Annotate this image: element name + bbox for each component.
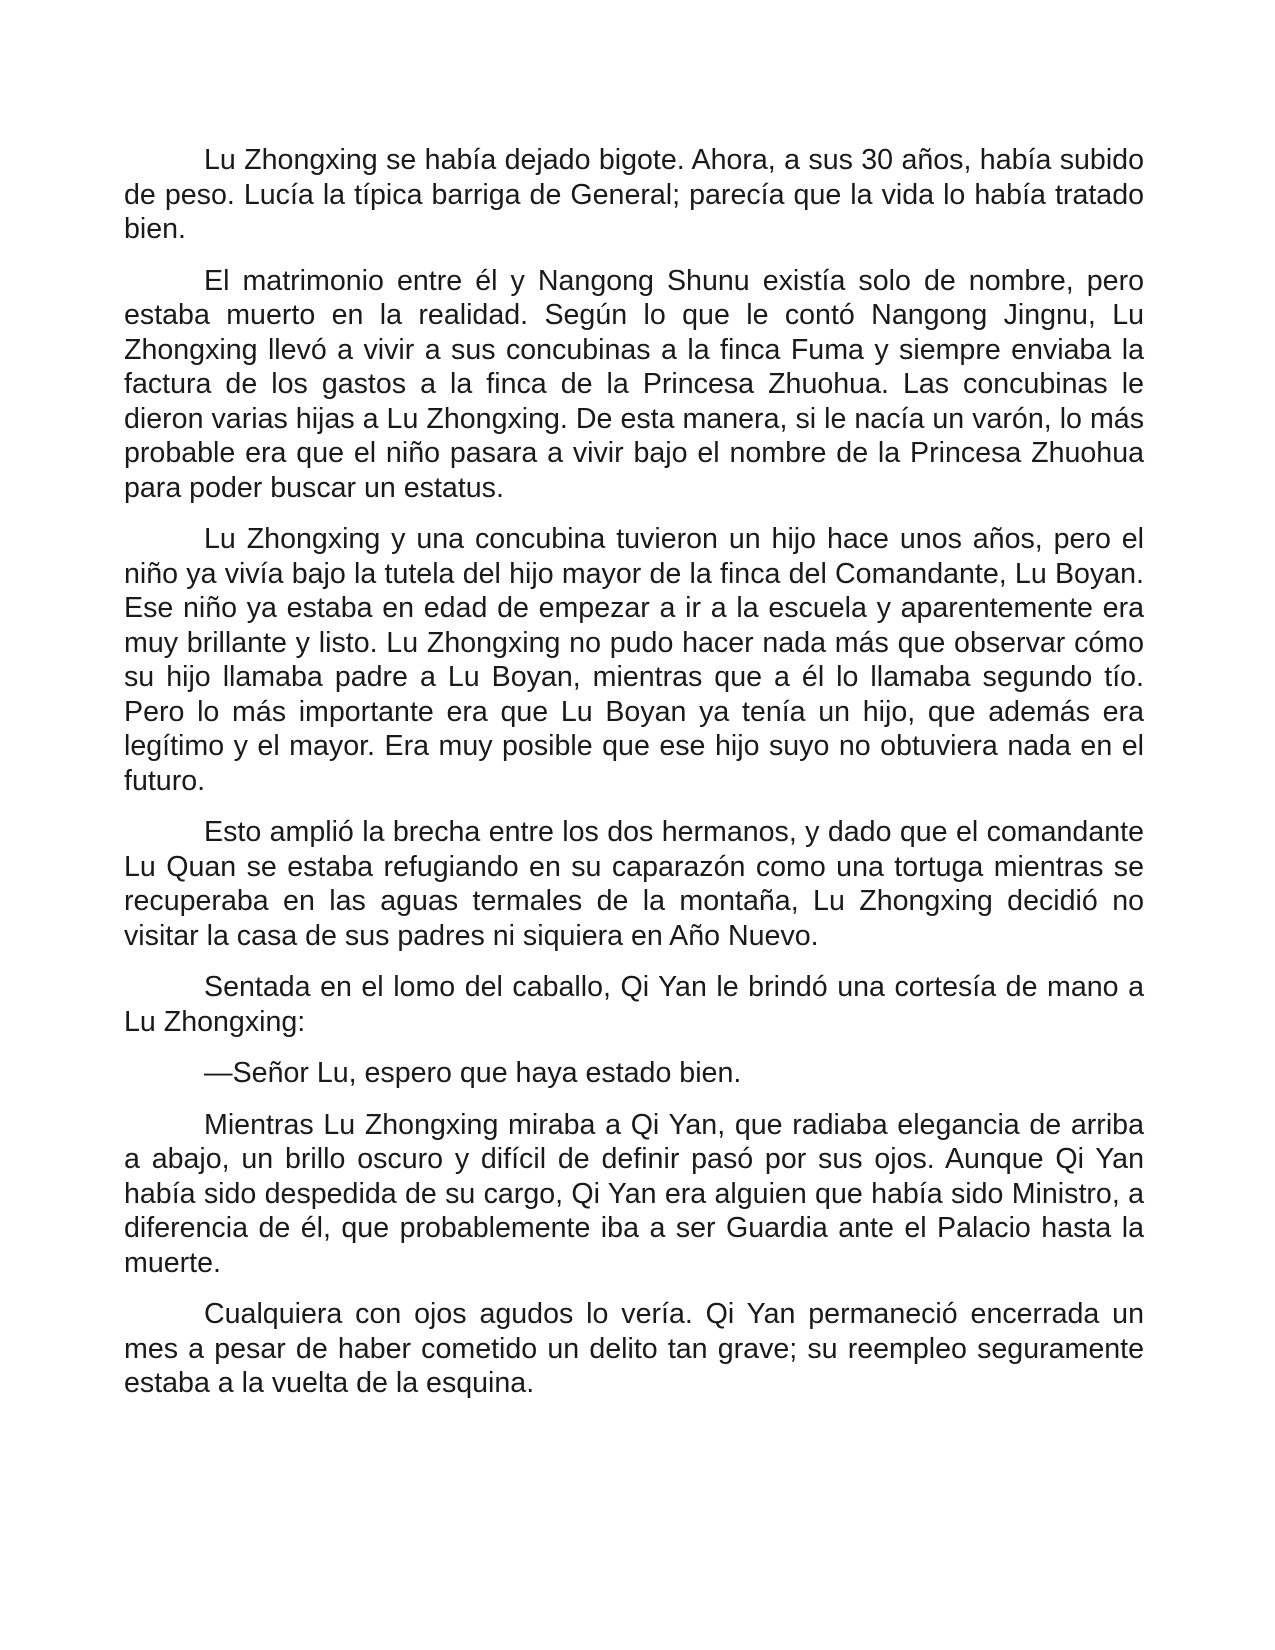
paragraph: El matrimonio entre él y Nangong Shunu existía solo de nombre, pero estaba muerto en la realidad. Según lo que le contó Nangong Jingnu, Lu Zhongxing llevó a vivir a sus concubinas a la finca Fuma y siempre enviaba la factura de los gastos a la finca de la Princesa Zhuohua. Las concubinas le dieron varias hijas a Lu Zhongxing. De esta manera, si le nacía un varón, lo más probable era que el niño pasara a vivir bajo el nombre de la Princesa Zhuohua para poder buscar un estatus. <box>124 264 1144 504</box>
body-text <box>124 143 1144 1418</box>
paragraph: Sentada en el lomo del caballo, Qi Yan le brindó una cortesía de mano a Lu Zhongxing: <box>124 971 1144 1038</box>
dialogue-line: —Señor Lu, espero que haya estado bien. <box>204 1057 742 1089</box>
paragraph: Cualquiera con ojos agudos lo vería. Qi Yan permaneció encerrada un mes a pesar de haber cometido un delito tan grave; su reempleo seguramente estaba a la vuelta de la esquina. <box>124 1298 1144 1399</box>
paragraph: Mientras Lu Zhongxing miraba a Qi Yan, que radiaba elegancia de arriba a abajo, un brillo oscuro y difícil de definir pasó por sus ojos. Aunque Qi Yan había sido despedida de su cargo, Qi Yan era alguien que había sido Ministro, a diferencia de él, que probablemente iba a ser Guardia ante el Palacio hasta la muerte. <box>124 1108 1144 1279</box>
paragraph: Lu Zhongxing y una concubina tuvieron un hijo hace unos años, pero el niño ya vivía bajo la tutela del hijo mayor de la finca del Comandante, Lu Boyan. Ese niño ya estaba en edad de empezar a ir a la escuela y aparentemente era muy brillante y listo. Lu Zhongxing no pudo hacer nada más que observar cómo su hijo llamaba padre a Lu Boyan, mientras que a él lo llamaba segundo tío. Pero lo más importante era que Lu Boyan ya tenía un hijo, que además era legítimo y el mayor. Era muy posible que ese hijo suyo no obtuviera nada en el futuro. <box>124 523 1144 797</box>
paragraph: Esto amplió la brecha entre los dos hermanos, y dado que el comandante Lu Quan se estaba refugiando en su caparazón como una tortuga mientras se recuperaba en las aguas termales de la montaña, Lu Zhongxing decidió no visitar la casa de sus padres ni siquiera en Año Nuevo. <box>124 816 1144 952</box>
paragraph: Lu Zhongxing se había dejado bigote. Ahora, a sus 30 años, había subido de peso. Lucía la típica barriga de General; parecía que la vida lo había tratado bien. <box>124 144 1144 245</box>
